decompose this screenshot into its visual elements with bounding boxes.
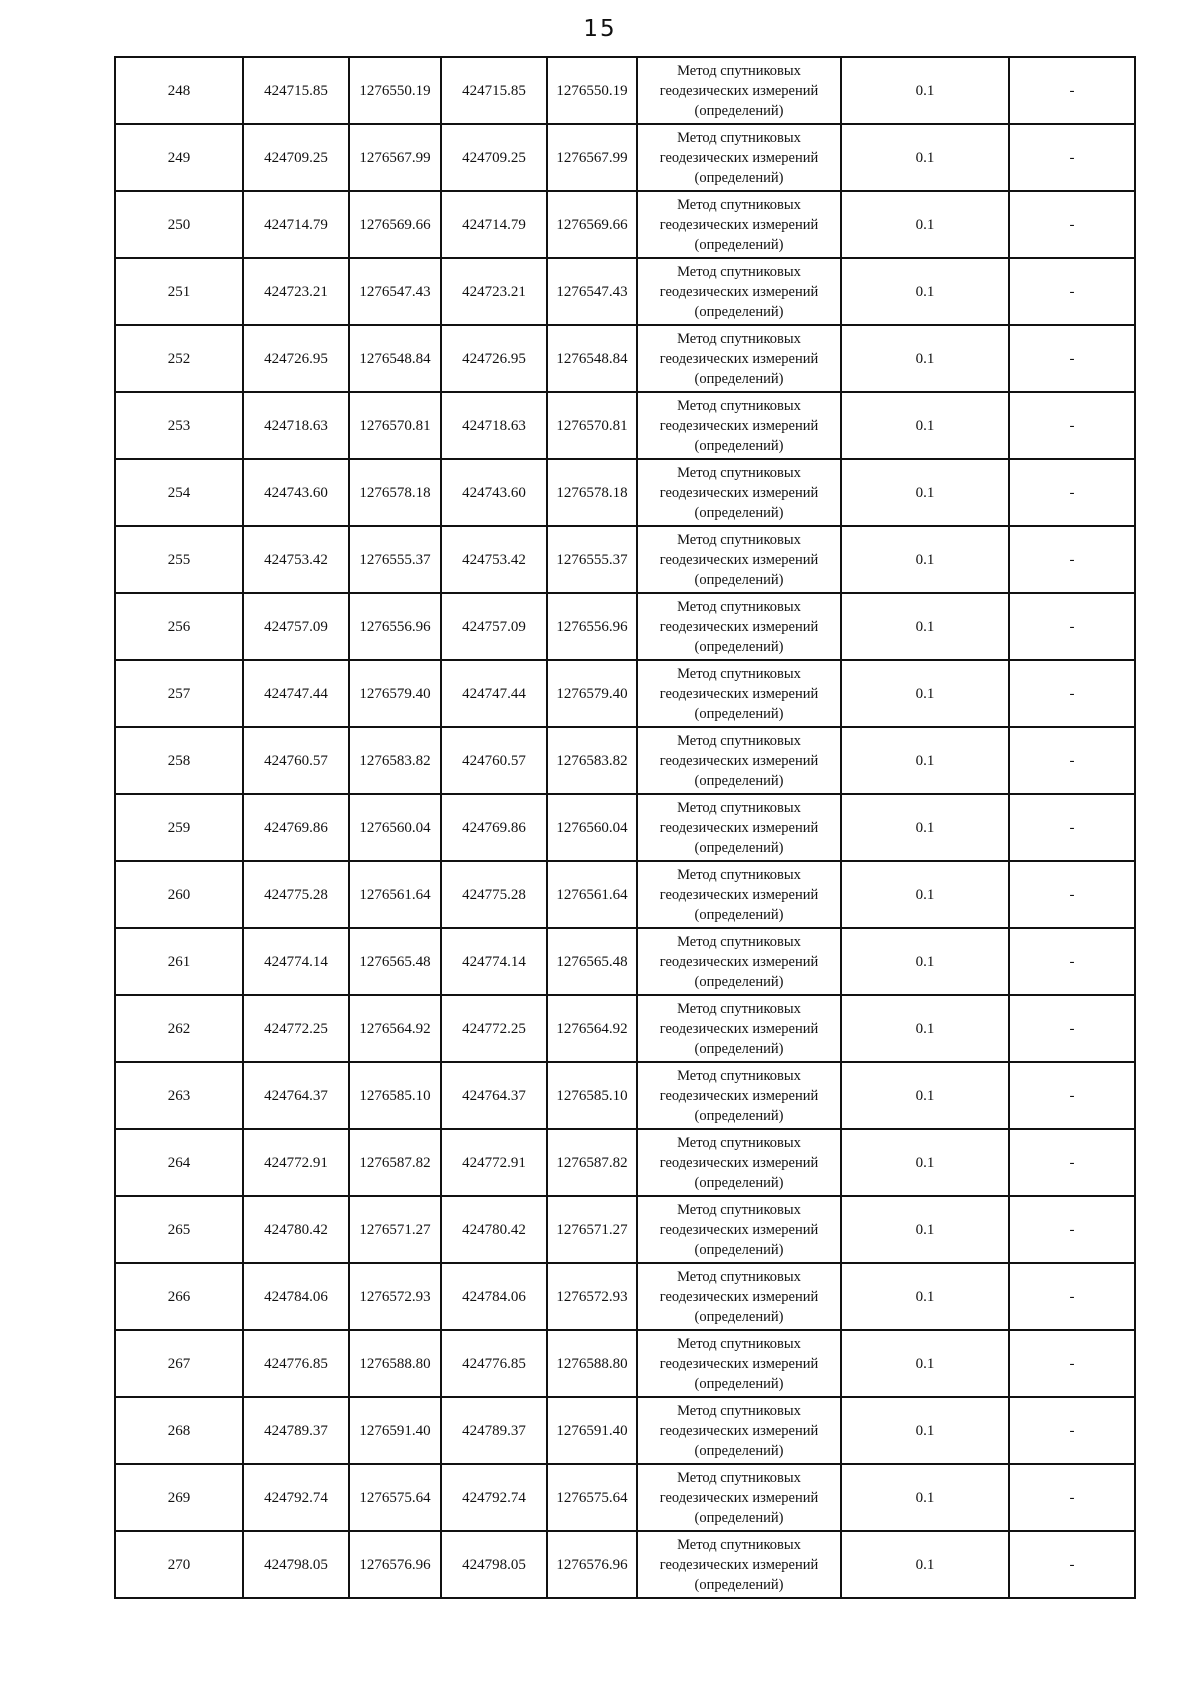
- y-coordinate-cell: 1276583.82: [349, 727, 441, 794]
- y-coordinate-cell: 1276571.27: [349, 1196, 441, 1263]
- method-line: (определений): [694, 370, 784, 387]
- x-coordinate-cell: 424714.79: [243, 191, 349, 258]
- y-coordinate-cell: 1276561.64: [547, 861, 637, 928]
- point-number-cell: 258: [115, 727, 243, 794]
- point-number-cell: 254: [115, 459, 243, 526]
- y-coordinate-cell: 1276548.84: [349, 325, 441, 392]
- x-coordinate-cell: 424780.42: [441, 1196, 547, 1263]
- method-cell: [637, 727, 841, 794]
- accuracy-cell: 0.1: [841, 1129, 1009, 1196]
- y-coordinate-cell: 1276588.80: [349, 1330, 441, 1397]
- x-coordinate-cell: 424792.74: [243, 1464, 349, 1531]
- method-line: геодезических измерений: [659, 1422, 819, 1439]
- y-coordinate-cell: 1276547.43: [547, 258, 637, 325]
- y-coordinate-cell: 1276578.18: [349, 459, 441, 526]
- table-row: [115, 57, 1135, 124]
- point-number-cell: 269: [115, 1464, 243, 1531]
- method-line: (определений): [694, 1509, 784, 1526]
- page-number: 15: [583, 16, 617, 42]
- method-line: геодезических измерений: [659, 1556, 819, 1573]
- accuracy-cell: 0.1: [841, 928, 1009, 995]
- point-number-cell: 248: [115, 57, 243, 124]
- method-line: геодезических измерений: [659, 149, 819, 166]
- note-cell: -: [1009, 727, 1135, 794]
- method-line: Метод спутниковых: [677, 1000, 801, 1017]
- x-coordinate-cell: 424774.14: [441, 928, 547, 995]
- method-line: Метод спутниковых: [677, 1402, 801, 1419]
- x-coordinate-cell: 424726.95: [243, 325, 349, 392]
- x-coordinate-cell: 424769.86: [441, 794, 547, 861]
- table-row: [115, 1330, 1135, 1397]
- method-cell: [637, 660, 841, 727]
- method-line: Метод спутниковых: [677, 598, 801, 615]
- y-coordinate-cell: 1276572.93: [349, 1263, 441, 1330]
- method-line: (определений): [694, 571, 784, 588]
- point-number-cell: 259: [115, 794, 243, 861]
- y-coordinate-cell: 1276569.66: [349, 191, 441, 258]
- point-number-cell: 255: [115, 526, 243, 593]
- table-row: [115, 459, 1135, 526]
- table-row: [115, 191, 1135, 258]
- point-number-cell: 253: [115, 392, 243, 459]
- y-coordinate-cell: 1276555.37: [547, 526, 637, 593]
- method-cell: [637, 124, 841, 191]
- point-number-cell: 260: [115, 861, 243, 928]
- y-coordinate-cell: 1276547.43: [349, 258, 441, 325]
- y-coordinate-cell: 1276567.99: [349, 124, 441, 191]
- method-cell: [637, 794, 841, 861]
- table-row: [115, 124, 1135, 191]
- point-number-cell: 252: [115, 325, 243, 392]
- x-coordinate-cell: 424784.06: [243, 1263, 349, 1330]
- table-row: [115, 1196, 1135, 1263]
- method-line: Метод спутниковых: [677, 129, 801, 146]
- x-coordinate-cell: 424780.42: [243, 1196, 349, 1263]
- method-line: Метод спутниковых: [677, 263, 801, 280]
- accuracy-cell: 0.1: [841, 1464, 1009, 1531]
- method-cell: [637, 1330, 841, 1397]
- table-row: [115, 1062, 1135, 1129]
- x-coordinate-cell: 424798.05: [441, 1531, 547, 1598]
- y-coordinate-cell: 1276591.40: [547, 1397, 637, 1464]
- y-coordinate-cell: 1276561.64: [349, 861, 441, 928]
- method-line: Метод спутниковых: [677, 1067, 801, 1084]
- method-line: (определений): [694, 102, 784, 119]
- method-cell: [637, 1196, 841, 1263]
- y-coordinate-cell: 1276555.37: [349, 526, 441, 593]
- accuracy-cell: 0.1: [841, 124, 1009, 191]
- method-line: (определений): [694, 1241, 784, 1258]
- point-number-cell: 263: [115, 1062, 243, 1129]
- note-cell: -: [1009, 1397, 1135, 1464]
- table-row: [115, 861, 1135, 928]
- note-cell: -: [1009, 325, 1135, 392]
- table-row: [115, 727, 1135, 794]
- accuracy-cell: 0.1: [841, 1330, 1009, 1397]
- x-coordinate-cell: 424789.37: [441, 1397, 547, 1464]
- y-coordinate-cell: 1276583.82: [547, 727, 637, 794]
- method-line: Метод спутниковых: [677, 62, 801, 79]
- note-cell: -: [1009, 191, 1135, 258]
- method-cell: [637, 459, 841, 526]
- accuracy-cell: 0.1: [841, 526, 1009, 593]
- method-cell: [637, 1464, 841, 1531]
- method-line: (определений): [694, 303, 784, 320]
- point-number-cell: 250: [115, 191, 243, 258]
- y-coordinate-cell: 1276576.96: [349, 1531, 441, 1598]
- x-coordinate-cell: 424769.86: [243, 794, 349, 861]
- note-cell: -: [1009, 1531, 1135, 1598]
- method-line: Метод спутниковых: [677, 330, 801, 347]
- y-coordinate-cell: 1276548.84: [547, 325, 637, 392]
- method-cell: [637, 1531, 841, 1598]
- note-cell: -: [1009, 1464, 1135, 1531]
- x-coordinate-cell: 424776.85: [243, 1330, 349, 1397]
- y-coordinate-cell: 1276570.81: [547, 392, 637, 459]
- x-coordinate-cell: 424784.06: [441, 1263, 547, 1330]
- y-coordinate-cell: 1276556.96: [547, 593, 637, 660]
- x-coordinate-cell: 424772.25: [243, 995, 349, 1062]
- accuracy-cell: 0.1: [841, 392, 1009, 459]
- method-cell: [637, 861, 841, 928]
- note-cell: -: [1009, 1263, 1135, 1330]
- method-cell: [637, 57, 841, 124]
- y-coordinate-cell: 1276585.10: [349, 1062, 441, 1129]
- y-coordinate-cell: 1276587.82: [349, 1129, 441, 1196]
- method-line: (определений): [694, 504, 784, 521]
- accuracy-cell: 0.1: [841, 1062, 1009, 1129]
- x-coordinate-cell: 424709.25: [441, 124, 547, 191]
- accuracy-cell: 0.1: [841, 1531, 1009, 1598]
- y-coordinate-cell: 1276564.92: [349, 995, 441, 1062]
- y-coordinate-cell: 1276565.48: [547, 928, 637, 995]
- method-line: (определений): [694, 1576, 784, 1593]
- table-body: [115, 57, 1135, 1598]
- table-row: [115, 1464, 1135, 1531]
- method-line: Метод спутниковых: [677, 464, 801, 481]
- method-line: геодезических измерений: [659, 1288, 819, 1305]
- point-number-cell: 261: [115, 928, 243, 995]
- point-number-cell: 266: [115, 1263, 243, 1330]
- note-cell: -: [1009, 258, 1135, 325]
- method-line: (определений): [694, 437, 784, 454]
- coordinates-table: [114, 56, 1136, 1599]
- note-cell: -: [1009, 794, 1135, 861]
- method-line: Метод спутниковых: [677, 1335, 801, 1352]
- table-row: [115, 1263, 1135, 1330]
- method-line: (определений): [694, 705, 784, 722]
- x-coordinate-cell: 424715.85: [243, 57, 349, 124]
- method-line: геодезических измерений: [659, 1020, 819, 1037]
- point-number-cell: 265: [115, 1196, 243, 1263]
- point-number-cell: 270: [115, 1531, 243, 1598]
- x-coordinate-cell: 424772.25: [441, 995, 547, 1062]
- method-line: Метод спутниковых: [677, 196, 801, 213]
- method-line: геодезических измерений: [659, 953, 819, 970]
- method-line: Метод спутниковых: [677, 397, 801, 414]
- table-row: [115, 1397, 1135, 1464]
- y-coordinate-cell: 1276560.04: [349, 794, 441, 861]
- method-line: Метод спутниковых: [677, 866, 801, 883]
- method-line: (определений): [694, 1107, 784, 1124]
- x-coordinate-cell: 424718.63: [243, 392, 349, 459]
- y-coordinate-cell: 1276579.40: [547, 660, 637, 727]
- method-cell: [637, 1263, 841, 1330]
- point-number-cell: 256: [115, 593, 243, 660]
- method-line: Метод спутниковых: [677, 1268, 801, 1285]
- table-row: [115, 928, 1135, 995]
- accuracy-cell: 0.1: [841, 794, 1009, 861]
- method-line: Метод спутниковых: [677, 732, 801, 749]
- method-line: геодезических измерений: [659, 685, 819, 702]
- accuracy-cell: 0.1: [841, 593, 1009, 660]
- method-line: геодезических измерений: [659, 551, 819, 568]
- x-coordinate-cell: 424714.79: [441, 191, 547, 258]
- y-coordinate-cell: 1276576.96: [547, 1531, 637, 1598]
- accuracy-cell: 0.1: [841, 191, 1009, 258]
- x-coordinate-cell: 424772.91: [243, 1129, 349, 1196]
- x-coordinate-cell: 424753.42: [441, 526, 547, 593]
- x-coordinate-cell: 424798.05: [243, 1531, 349, 1598]
- y-coordinate-cell: 1276579.40: [349, 660, 441, 727]
- y-coordinate-cell: 1276572.93: [547, 1263, 637, 1330]
- x-coordinate-cell: 424747.44: [243, 660, 349, 727]
- y-coordinate-cell: 1276570.81: [349, 392, 441, 459]
- note-cell: -: [1009, 392, 1135, 459]
- point-number-cell: 251: [115, 258, 243, 325]
- accuracy-cell: 0.1: [841, 1263, 1009, 1330]
- y-coordinate-cell: 1276578.18: [547, 459, 637, 526]
- x-coordinate-cell: 424776.85: [441, 1330, 547, 1397]
- point-number-cell: 249: [115, 124, 243, 191]
- method-cell: [637, 1129, 841, 1196]
- accuracy-cell: 0.1: [841, 325, 1009, 392]
- accuracy-cell: 0.1: [841, 1196, 1009, 1263]
- x-coordinate-cell: 424789.37: [243, 1397, 349, 1464]
- x-coordinate-cell: 424757.09: [441, 593, 547, 660]
- method-line: геодезических измерений: [659, 1087, 819, 1104]
- accuracy-cell: 0.1: [841, 861, 1009, 928]
- method-line: Метод спутниковых: [677, 1134, 801, 1151]
- note-cell: -: [1009, 660, 1135, 727]
- note-cell: -: [1009, 124, 1135, 191]
- x-coordinate-cell: 424774.14: [243, 928, 349, 995]
- table-row: [115, 794, 1135, 861]
- method-line: геодезических измерений: [659, 417, 819, 434]
- method-line: геодезических измерений: [659, 819, 819, 836]
- method-line: Метод спутниковых: [677, 665, 801, 682]
- x-coordinate-cell: 424760.57: [243, 727, 349, 794]
- note-cell: -: [1009, 861, 1135, 928]
- y-coordinate-cell: 1276575.64: [547, 1464, 637, 1531]
- method-line: (определений): [694, 1040, 784, 1057]
- method-line: (определений): [694, 839, 784, 856]
- y-coordinate-cell: 1276567.99: [547, 124, 637, 191]
- method-line: (определений): [694, 169, 784, 186]
- method-line: (определений): [694, 236, 784, 253]
- table-row: [115, 325, 1135, 392]
- y-coordinate-cell: 1276587.82: [547, 1129, 637, 1196]
- note-cell: -: [1009, 995, 1135, 1062]
- x-coordinate-cell: 424753.42: [243, 526, 349, 593]
- x-coordinate-cell: 424772.91: [441, 1129, 547, 1196]
- y-coordinate-cell: 1276565.48: [349, 928, 441, 995]
- table-row: [115, 526, 1135, 593]
- x-coordinate-cell: 424743.60: [243, 459, 349, 526]
- method-line: (определений): [694, 1174, 784, 1191]
- x-coordinate-cell: 424760.57: [441, 727, 547, 794]
- x-coordinate-cell: 424775.28: [243, 861, 349, 928]
- x-coordinate-cell: 424792.74: [441, 1464, 547, 1531]
- x-coordinate-cell: 424723.21: [243, 258, 349, 325]
- note-cell: -: [1009, 459, 1135, 526]
- method-line: геодезических измерений: [659, 283, 819, 300]
- accuracy-cell: 0.1: [841, 660, 1009, 727]
- method-line: (определений): [694, 772, 784, 789]
- x-coordinate-cell: 424726.95: [441, 325, 547, 392]
- method-cell: [637, 325, 841, 392]
- note-cell: -: [1009, 57, 1135, 124]
- method-line: (определений): [694, 1442, 784, 1459]
- method-line: геодезических измерений: [659, 484, 819, 501]
- method-line: геодезических измерений: [659, 752, 819, 769]
- accuracy-cell: 0.1: [841, 1397, 1009, 1464]
- y-coordinate-cell: 1276571.27: [547, 1196, 637, 1263]
- y-coordinate-cell: 1276560.04: [547, 794, 637, 861]
- method-line: (определений): [694, 1308, 784, 1325]
- table-row: [115, 593, 1135, 660]
- note-cell: -: [1009, 526, 1135, 593]
- method-cell: [637, 526, 841, 593]
- note-cell: -: [1009, 928, 1135, 995]
- method-line: Метод спутниковых: [677, 933, 801, 950]
- method-line: геодезических измерений: [659, 1355, 819, 1372]
- y-coordinate-cell: 1276588.80: [547, 1330, 637, 1397]
- table-row: [115, 1531, 1135, 1598]
- y-coordinate-cell: 1276564.92: [547, 995, 637, 1062]
- x-coordinate-cell: 424764.37: [243, 1062, 349, 1129]
- table-row: [115, 660, 1135, 727]
- point-number-cell: 262: [115, 995, 243, 1062]
- x-coordinate-cell: 424747.44: [441, 660, 547, 727]
- x-coordinate-cell: 424775.28: [441, 861, 547, 928]
- method-line: Метод спутниковых: [677, 1469, 801, 1486]
- method-line: геодезических измерений: [659, 216, 819, 233]
- x-coordinate-cell: 424723.21: [441, 258, 547, 325]
- y-coordinate-cell: 1276550.19: [547, 57, 637, 124]
- method-line: (определений): [694, 1375, 784, 1392]
- point-number-cell: 267: [115, 1330, 243, 1397]
- point-number-cell: 264: [115, 1129, 243, 1196]
- method-cell: [637, 392, 841, 459]
- method-line: геодезических измерений: [659, 1489, 819, 1506]
- method-line: Метод спутниковых: [677, 531, 801, 548]
- method-cell: [637, 191, 841, 258]
- y-coordinate-cell: 1276575.64: [349, 1464, 441, 1531]
- note-cell: -: [1009, 1129, 1135, 1196]
- method-line: (определений): [694, 638, 784, 655]
- method-line: Метод спутниковых: [677, 799, 801, 816]
- x-coordinate-cell: 424743.60: [441, 459, 547, 526]
- point-number-cell: 268: [115, 1397, 243, 1464]
- accuracy-cell: 0.1: [841, 57, 1009, 124]
- note-cell: -: [1009, 1062, 1135, 1129]
- accuracy-cell: 0.1: [841, 258, 1009, 325]
- note-cell: -: [1009, 1196, 1135, 1263]
- method-line: геодезических измерений: [659, 350, 819, 367]
- point-number-cell: 257: [115, 660, 243, 727]
- table-row: [115, 995, 1135, 1062]
- note-cell: -: [1009, 593, 1135, 660]
- method-cell: [637, 1397, 841, 1464]
- y-coordinate-cell: 1276591.40: [349, 1397, 441, 1464]
- method-cell: [637, 995, 841, 1062]
- method-cell: [637, 593, 841, 660]
- table-row: [115, 1129, 1135, 1196]
- method-cell: [637, 1062, 841, 1129]
- method-cell: [637, 258, 841, 325]
- method-line: геодезических измерений: [659, 82, 819, 99]
- method-cell: [637, 928, 841, 995]
- method-line: геодезических измерений: [659, 618, 819, 635]
- x-coordinate-cell: 424709.25: [243, 124, 349, 191]
- accuracy-cell: 0.1: [841, 995, 1009, 1062]
- table-row: [115, 258, 1135, 325]
- table-row: [115, 392, 1135, 459]
- x-coordinate-cell: 424718.63: [441, 392, 547, 459]
- method-line: Метод спутниковых: [677, 1201, 801, 1218]
- x-coordinate-cell: 424757.09: [243, 593, 349, 660]
- method-line: Метод спутниковых: [677, 1536, 801, 1553]
- y-coordinate-cell: 1276550.19: [349, 57, 441, 124]
- y-coordinate-cell: 1276556.96: [349, 593, 441, 660]
- method-line: (определений): [694, 906, 784, 923]
- y-coordinate-cell: 1276585.10: [547, 1062, 637, 1129]
- method-line: геодезических измерений: [659, 886, 819, 903]
- accuracy-cell: 0.1: [841, 727, 1009, 794]
- accuracy-cell: 0.1: [841, 459, 1009, 526]
- x-coordinate-cell: 424715.85: [441, 57, 547, 124]
- method-line: геодезических измерений: [659, 1154, 819, 1171]
- note-cell: -: [1009, 1330, 1135, 1397]
- y-coordinate-cell: 1276569.66: [547, 191, 637, 258]
- x-coordinate-cell: 424764.37: [441, 1062, 547, 1129]
- method-line: (определений): [694, 973, 784, 990]
- method-line: геодезических измерений: [659, 1221, 819, 1238]
